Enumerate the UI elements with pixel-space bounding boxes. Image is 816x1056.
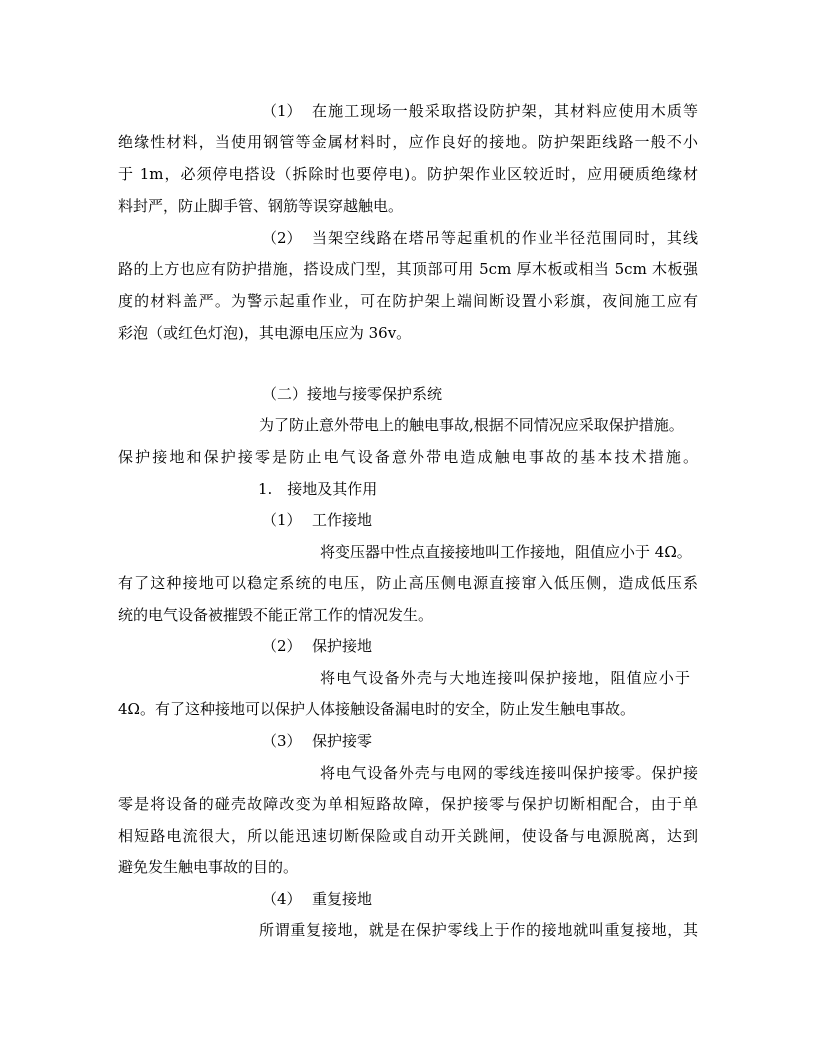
section-heading: （二）接地与接零保护系统 [262,385,443,403]
paragraph-line: 将变压器中性点直接接地叫工作接地，阻值应小于 4Ω。 [320,543,692,561]
paragraph-line: 保护接地和保护接零是防止电气设备意外带电造成触电事故的基本技术措施。 [118,448,698,466]
item-number: （4） [262,890,302,908]
paragraph-line: 相短路电流很大，所以能迅速切断保险或自动开关跳闸，使设备与电源脱离，达到 [118,827,698,845]
item-title: 重复接地 [312,890,373,908]
paragraph-line: 有了这种接地可以稳定系统的电压，防止高压侧电源直接窜入低压侧，造成低压系 [118,574,698,592]
item-number: （1） [262,102,302,120]
paragraph-line: 统的电气设备被摧毁不能正常工作的情况发生。 [118,606,434,624]
paragraph-line: 路的上方也应有防护措施，搭设成门型，其顶部可用 5cm 厚木板或相当 5cm 木板强 [118,260,698,278]
item-number: （2） [262,229,302,247]
item-title: 保护接地 [312,637,373,655]
paragraph-line: 度的材料盖严。为警示起重作业，可在防护架上端间断设置小彩旗，夜间施工应有 [118,292,698,310]
item-number: （1） [262,511,302,529]
paragraph-line: 绝缘性材料，当使用钢管等金属材料时，应作良好的接地。防护架距线路一般不小 [118,133,698,151]
subsection-heading: 1. 接地及其作用 [258,480,378,498]
paragraph-line: 为了防止意外带电上的触电事故,根据不同情况应采取保护措施。 [259,416,684,434]
paragraph-line: 将电气设备外壳与电网的零线连接叫保护接零。保护接 [320,764,698,782]
paragraph-line: 所谓重复接地，就是在保护零线上于作的接地就叫重复接地，其 [259,921,698,939]
paragraph-line: 当架空线路在塔吊等起重机的作业半径范围同时，其线 [312,229,698,247]
paragraph-line: 于 1m，必须停电搭设（拆除时也要停电)。防护架作业区较近时，应用硬质绝缘材 [118,165,698,183]
item-number: （3） [262,732,302,750]
paragraph-line: 避免发生触电事故的目的。 [118,858,299,876]
paragraph-line: 料封严，防止脚手管、钢筋等误穿越触电。 [118,197,404,215]
paragraph-line: 零是将设备的碰壳故障改变为单相短路故障，保护接零与保护切断相配合，由于单 [118,795,698,813]
paragraph-line: 将电气设备外壳与大地连接叫保护接地，阻值应小于 [320,669,690,687]
item-number: （2） [262,637,302,655]
paragraph-line: 彩泡（或红色灯泡)，其电源电压应为 36v。 [118,324,412,342]
item-title: 保护接零 [312,732,373,750]
paragraph-line: 在施工现场一般采取搭设防护架，其材料应使用木质等 [312,102,698,120]
item-title: 工作接地 [312,511,373,529]
paragraph-line: 4Ω。有了这种接地可以保护人体接触设备漏电时的安全，防止发生触电事故。 [118,700,635,718]
